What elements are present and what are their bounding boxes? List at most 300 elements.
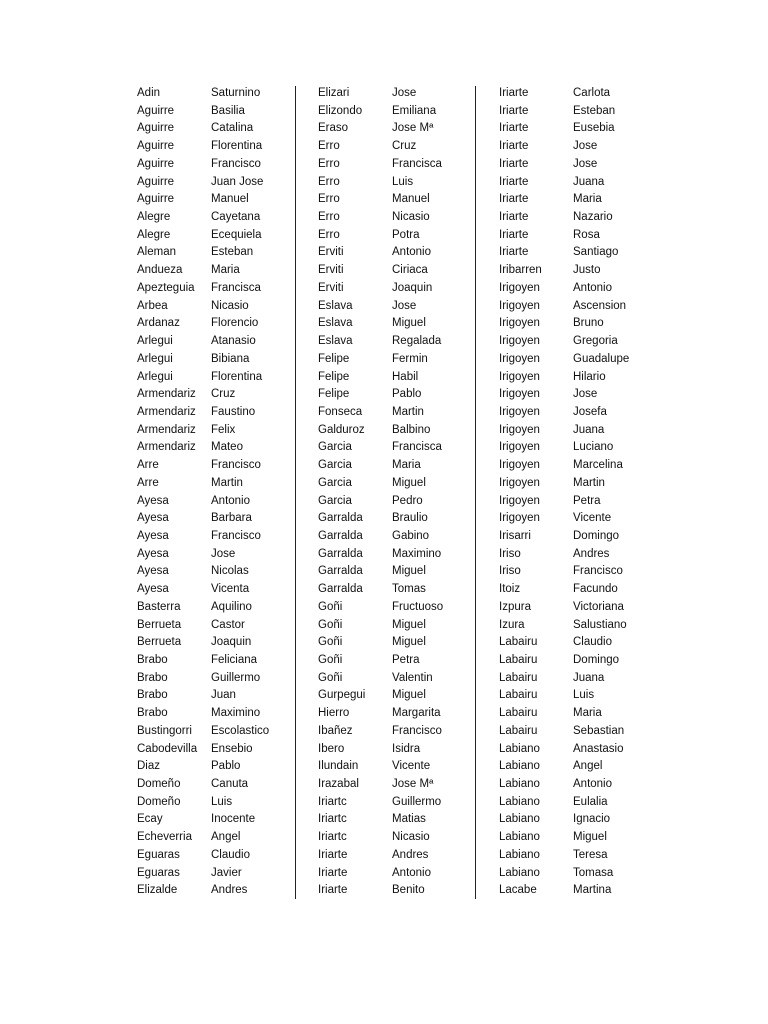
surname-cell: Diaz — [137, 760, 161, 773]
surname-cell: Iriartc — [318, 831, 347, 844]
name-entry-row — [499, 138, 629, 156]
name-entry-row — [137, 829, 269, 847]
given-name-cell: Antonio — [211, 494, 251, 507]
name-entry-row — [318, 705, 443, 723]
given-name-cell: Faustino — [211, 405, 256, 418]
surname-cell: Basterra — [137, 600, 181, 613]
surname-cell: Eslava — [318, 335, 353, 348]
name-entry-row — [499, 386, 629, 404]
surname-cell: Armendariz — [137, 423, 196, 436]
name-entry-row — [318, 634, 443, 652]
surname-cell: Irigoyen — [499, 512, 540, 525]
name-entry-row — [499, 191, 629, 209]
name-entry-row — [137, 776, 269, 794]
given-name-cell: Gabino — [392, 529, 430, 542]
surname-cell: Erro — [318, 211, 340, 224]
surname-cell: Brabo — [137, 654, 168, 666]
name-entry-row — [137, 528, 269, 546]
given-name-cell: Angel — [573, 760, 603, 773]
name-entry-row — [137, 280, 269, 298]
name-entry-row — [137, 262, 269, 280]
given-name-cell: Rosa — [573, 228, 600, 241]
given-name-cell: Antonio — [573, 778, 613, 791]
given-name-cell: Jose — [392, 87, 417, 99]
given-name-cell: Escolastico — [211, 724, 270, 737]
name-column-2 — [318, 85, 443, 900]
surname-cell: Iriarte — [499, 140, 529, 153]
name-entry-row — [137, 794, 269, 812]
name-entry-row — [318, 617, 443, 635]
name-entry-row — [499, 510, 629, 528]
given-name-cell: Pablo — [211, 760, 241, 773]
name-entry-row — [137, 315, 269, 333]
surname-cell: Irigoyen — [499, 370, 540, 383]
surname-cell: Aguirre — [137, 193, 175, 206]
name-entry-row — [137, 209, 269, 227]
surname-cell: Irisarri — [499, 529, 531, 542]
surname-cell: Ayesa — [137, 529, 169, 542]
name-entry-row — [137, 369, 269, 387]
name-entry-row — [499, 227, 629, 245]
surname-cell: Alegre — [137, 211, 171, 224]
name-entry-row — [318, 298, 443, 316]
surname-cell: Erro — [318, 175, 340, 188]
given-name-cell: Salustiano — [573, 618, 627, 631]
surname-cell: Iribarren — [499, 264, 542, 277]
given-name-cell: Miguel — [392, 689, 426, 702]
name-entry-row — [318, 794, 443, 812]
surname-cell: Iriarte — [499, 193, 529, 206]
given-name-cell: Miguel — [392, 565, 426, 578]
given-name-cell: Teresa — [573, 848, 608, 861]
given-name-cell: Santiago — [573, 246, 619, 259]
name-entry-row — [318, 758, 443, 776]
given-name-cell: Francisca — [211, 281, 261, 294]
surname-cell: Irigoyen — [499, 423, 540, 436]
surname-cell: Iriarte — [499, 157, 529, 170]
given-name-cell: Habil — [392, 370, 419, 383]
name-entry-row — [137, 386, 269, 404]
name-entry-row — [318, 103, 443, 121]
surname-cell: Irigoyen — [499, 476, 540, 489]
given-name-cell: Pedro — [392, 494, 423, 507]
given-name-cell: Maria — [392, 459, 421, 472]
surname-cell: Aguirre — [137, 104, 175, 117]
name-entry-row — [499, 404, 629, 422]
surname-cell: Iriartc — [318, 795, 347, 808]
surname-cell: Andueza — [137, 264, 183, 277]
name-entry-row — [499, 439, 629, 457]
given-name-cell: Manuel — [211, 193, 249, 206]
surname-cell: Arlegui — [137, 352, 173, 365]
surname-cell: Irigoyen — [499, 281, 540, 294]
given-name-cell: Antonio — [392, 866, 432, 879]
name-entry-row — [499, 298, 629, 316]
surname-cell: Arre — [137, 459, 159, 472]
surname-cell: Iriarte — [499, 246, 529, 259]
surname-cell: Ilundain — [318, 760, 359, 773]
given-name-cell: Potra — [392, 228, 420, 241]
given-name-cell: Bruno — [573, 317, 604, 330]
surname-cell: Irigoyen — [499, 335, 540, 348]
name-entry-row — [318, 652, 443, 670]
given-name-cell: Fructuoso — [392, 600, 444, 613]
name-entry-row — [137, 174, 269, 192]
surname-cell: Irigoyen — [499, 317, 540, 330]
given-name-cell: Miguel — [392, 636, 426, 649]
surname-cell: Irigoyen — [499, 405, 540, 418]
given-name-cell: Mateo — [211, 441, 243, 454]
given-name-cell: Martin — [211, 476, 243, 489]
given-name-cell: Domingo — [573, 529, 620, 542]
given-name-cell: Cruz — [211, 388, 236, 401]
given-name-cell: Castor — [211, 618, 245, 631]
surname-cell: Felipe — [318, 370, 350, 383]
given-name-cell: Saturnino — [211, 87, 261, 99]
name-entry-row — [499, 705, 629, 723]
given-name-cell: Marcelina — [573, 459, 623, 472]
given-name-cell: Florentina — [211, 370, 263, 383]
name-entry-row — [137, 120, 269, 138]
surname-cell: Goñi — [318, 654, 343, 666]
name-entry-row — [499, 120, 629, 138]
name-entry-row — [318, 670, 443, 688]
surname-cell: Erro — [318, 140, 340, 153]
given-name-cell: Maria — [211, 264, 240, 277]
name-column-3 — [499, 85, 629, 900]
name-entry-row — [499, 457, 629, 475]
given-name-cell: Miguel — [392, 476, 426, 489]
name-entry-row — [137, 652, 269, 670]
name-entry-row — [318, 244, 443, 262]
name-entry-row — [499, 882, 629, 900]
surname-cell: Goñi — [318, 618, 343, 631]
name-entry-row — [318, 404, 443, 422]
name-entry-row — [499, 829, 629, 847]
name-entry-row — [137, 298, 269, 316]
name-entry-row — [318, 369, 443, 387]
surname-cell: Labiano — [499, 831, 540, 844]
given-name-cell: Valentin — [392, 671, 433, 684]
surname-cell: Erviti — [318, 281, 344, 294]
name-column-1 — [137, 85, 269, 900]
name-entry-row — [499, 670, 629, 688]
surname-cell: Irigoyen — [499, 441, 540, 454]
name-entry-row — [318, 493, 443, 511]
surname-cell: Goñi — [318, 671, 343, 684]
surname-cell: Brabo — [137, 689, 168, 702]
surname-cell: Garcia — [318, 441, 352, 454]
surname-cell: Garralda — [318, 547, 363, 560]
column-divider — [295, 86, 296, 899]
name-entry-row — [137, 811, 269, 829]
name-entry-row — [137, 493, 269, 511]
name-entry-row — [137, 741, 269, 759]
given-name-cell: Braulio — [392, 512, 428, 525]
surname-cell: Irazabal — [318, 778, 359, 791]
surname-cell: Hierro — [318, 707, 350, 720]
name-entry-row — [499, 351, 629, 369]
name-entry-row — [318, 723, 443, 741]
given-name-cell: Ecequiela — [211, 228, 262, 241]
name-entry-row — [499, 262, 629, 280]
given-name-cell: Atanasio — [211, 335, 256, 348]
name-entry-row — [137, 705, 269, 723]
surname-cell: Garralda — [318, 583, 363, 596]
surname-cell: Ibero — [318, 742, 345, 755]
given-name-cell: Maria — [573, 193, 602, 206]
name-entry-row — [499, 847, 629, 865]
given-name-cell: Ascension — [573, 299, 627, 312]
surname-cell: Ibañez — [318, 724, 353, 737]
given-name-cell: Nicolas — [211, 565, 249, 578]
given-name-cell: Claudio — [211, 848, 250, 861]
name-entry-row — [318, 209, 443, 227]
name-entry-row — [137, 617, 269, 635]
surname-cell: Garralda — [318, 529, 363, 542]
surname-cell: Ayesa — [137, 547, 169, 560]
given-name-cell: Aquilino — [211, 600, 252, 613]
given-name-cell: Angel — [211, 831, 241, 844]
surname-cell: Apezteguia — [137, 281, 195, 294]
name-entry-row — [318, 829, 443, 847]
name-entry-row — [318, 865, 443, 883]
given-name-cell: Tomasa — [573, 866, 614, 879]
given-name-cell: Juana — [573, 175, 605, 188]
surname-cell: Domeño — [137, 795, 181, 808]
given-name-cell: Anastasio — [573, 742, 624, 755]
surname-cell: Iriarte — [499, 175, 529, 188]
name-entry-row — [318, 85, 443, 103]
given-name-cell: Margarita — [392, 707, 441, 720]
surname-cell: Iriarte — [318, 848, 348, 861]
given-name-cell: Domingo — [573, 654, 620, 666]
surname-cell: Ayesa — [137, 494, 169, 507]
name-entry-row — [137, 191, 269, 209]
name-entry-row — [499, 315, 629, 333]
name-entry-row — [499, 776, 629, 794]
name-entry-row — [137, 882, 269, 900]
surname-cell: Aguirre — [137, 140, 175, 153]
surname-cell: Iriarte — [318, 884, 348, 897]
given-name-cell: Nicasio — [392, 831, 430, 844]
given-name-cell: Petra — [392, 654, 420, 666]
name-entry-row — [318, 439, 443, 457]
surname-cell: Iriarte — [499, 104, 529, 117]
name-entry-row — [137, 634, 269, 652]
given-name-cell: Ignacio — [573, 813, 611, 826]
surname-cell: Labairu — [499, 724, 538, 737]
name-entry-row — [499, 811, 629, 829]
name-entry-row — [318, 776, 443, 794]
surname-cell: Armendariz — [137, 405, 196, 418]
given-name-cell: Joaquin — [211, 636, 252, 649]
surname-cell: Labairu — [499, 707, 538, 720]
surname-cell: Itoiz — [499, 583, 521, 596]
given-name-cell: Jose — [392, 299, 417, 312]
surname-cell: Iriarte — [499, 122, 529, 135]
name-entry-row — [318, 847, 443, 865]
name-entry-row — [137, 333, 269, 351]
name-entry-row — [137, 156, 269, 174]
name-entry-row — [318, 741, 443, 759]
name-entry-row — [137, 422, 269, 440]
surname-cell: Ardanaz — [137, 317, 180, 330]
name-entry-row — [318, 687, 443, 705]
name-entry-row — [137, 758, 269, 776]
name-entry-row — [137, 103, 269, 121]
surname-cell: Labiano — [499, 813, 540, 826]
name-entry-row — [318, 333, 443, 351]
name-entry-row — [499, 333, 629, 351]
name-entry-row — [318, 174, 443, 192]
given-name-cell: Francisca — [392, 157, 442, 170]
surname-cell: Brabo — [137, 707, 168, 720]
given-name-cell: Francisco — [573, 565, 623, 578]
name-entry-row — [499, 617, 629, 635]
surname-cell: Irigoyen — [499, 494, 540, 507]
given-name-cell: Andres — [211, 884, 248, 897]
name-entry-row — [137, 244, 269, 262]
given-name-cell: Ensebio — [211, 742, 253, 755]
given-name-cell: Maximino — [211, 707, 261, 720]
name-entry-row — [318, 882, 443, 900]
name-entry-row — [137, 581, 269, 599]
name-entry-row — [137, 670, 269, 688]
given-name-cell: Jose — [573, 140, 598, 153]
given-name-cell: Benito — [392, 884, 425, 897]
given-name-cell: Juana — [573, 671, 605, 684]
surname-cell: Eslava — [318, 317, 353, 330]
surname-cell: Erviti — [318, 246, 344, 259]
surname-cell: Labairu — [499, 689, 538, 702]
name-entry-row — [318, 120, 443, 138]
name-entry-row — [499, 652, 629, 670]
name-entry-row — [137, 85, 269, 103]
name-entry-row — [318, 227, 443, 245]
given-name-cell: Bibiana — [211, 352, 250, 365]
given-name-cell: Eusebia — [573, 122, 615, 135]
name-entry-row — [499, 85, 629, 103]
surname-cell: Ayesa — [137, 512, 169, 525]
name-entry-row — [499, 741, 629, 759]
given-name-cell: Isidra — [392, 742, 421, 755]
surname-cell: Arbea — [137, 299, 168, 312]
name-entry-row — [499, 634, 629, 652]
surname-cell: Iriso — [499, 565, 521, 578]
surname-cell: Felipe — [318, 388, 350, 401]
name-entry-row — [137, 546, 269, 564]
surname-cell: Izura — [499, 618, 525, 631]
surname-cell: Garcia — [318, 494, 352, 507]
given-name-cell: Manuel — [392, 193, 430, 206]
surname-cell: Bustingorri — [137, 724, 192, 737]
name-entry-row — [137, 687, 269, 705]
given-name-cell: Esteban — [211, 246, 254, 259]
name-entry-row — [499, 174, 629, 192]
surname-cell: Arre — [137, 476, 159, 489]
given-name-cell: Regalada — [392, 335, 442, 348]
surname-cell: Labairu — [499, 636, 538, 649]
given-name-cell: Jose Mª — [392, 778, 434, 791]
given-name-cell: Juana — [573, 423, 605, 436]
given-name-cell: Cayetana — [211, 211, 261, 224]
given-name-cell: Nicasio — [392, 211, 430, 224]
given-name-cell: Guillermo — [392, 795, 442, 808]
name-entry-row — [318, 156, 443, 174]
surname-cell: Aleman — [137, 246, 176, 259]
name-entry-row — [499, 528, 629, 546]
given-name-cell: Miguel — [392, 317, 426, 330]
name-entry-row — [499, 103, 629, 121]
name-entry-row — [137, 227, 269, 245]
name-entry-row — [137, 847, 269, 865]
given-name-cell: Balbino — [392, 423, 431, 436]
given-name-cell: Joaquin — [392, 281, 433, 294]
name-entry-row — [499, 244, 629, 262]
surname-cell: Lacabe — [499, 884, 537, 897]
name-entry-row — [318, 262, 443, 280]
given-name-cell: Canuta — [211, 778, 249, 791]
given-name-cell: Guadalupe — [573, 352, 630, 365]
surname-cell: Iriarte — [499, 87, 529, 99]
given-name-cell: Matias — [392, 813, 426, 826]
surname-cell: Berrueta — [137, 618, 182, 631]
surname-cell: Ayesa — [137, 583, 169, 596]
surname-cell: Labiano — [499, 795, 540, 808]
surname-cell: Goñi — [318, 600, 343, 613]
name-entry-row — [137, 439, 269, 457]
surname-cell: Labiano — [499, 742, 540, 755]
surname-cell: Labiano — [499, 848, 540, 861]
given-name-cell: Felix — [211, 423, 236, 436]
name-entry-row — [137, 404, 269, 422]
surname-cell: Ayesa — [137, 565, 169, 578]
name-entry-row — [137, 475, 269, 493]
given-name-cell: Gregoria — [573, 335, 618, 348]
given-name-cell: Francisco — [392, 724, 442, 737]
given-name-cell: Antonio — [392, 246, 432, 259]
given-name-cell: Florencio — [211, 317, 259, 330]
surname-cell: Garralda — [318, 565, 363, 578]
given-name-cell: Maria — [573, 707, 602, 720]
given-name-cell: Sebastian — [573, 724, 625, 737]
surname-cell: Iriso — [499, 547, 521, 560]
given-name-cell: Francisca — [392, 441, 442, 454]
name-entry-row — [499, 581, 629, 599]
surname-cell: Goñi — [318, 636, 343, 649]
surname-cell: Alegre — [137, 228, 171, 241]
given-name-cell: Jose — [573, 388, 598, 401]
surname-cell: Aguirre — [137, 157, 175, 170]
surname-cell: Ecay — [137, 813, 163, 826]
surname-cell: Aguirre — [137, 122, 175, 135]
given-name-cell: Vicente — [392, 760, 431, 773]
given-name-cell: Juan — [211, 689, 236, 702]
name-entry-row — [318, 457, 443, 475]
surname-cell: Armendariz — [137, 388, 196, 401]
name-entry-row — [499, 156, 629, 174]
name-entry-row — [499, 865, 629, 883]
given-name-cell: Feliciana — [211, 654, 258, 666]
given-name-cell: Juan Jose — [211, 175, 264, 188]
given-name-cell: Justo — [573, 264, 601, 277]
given-name-cell: Basilia — [211, 104, 245, 117]
surname-cell: Berrueta — [137, 636, 182, 649]
given-name-cell: Maximino — [392, 547, 442, 560]
given-name-cell: Miguel — [392, 618, 426, 631]
given-name-cell: Victoriana — [573, 600, 624, 613]
